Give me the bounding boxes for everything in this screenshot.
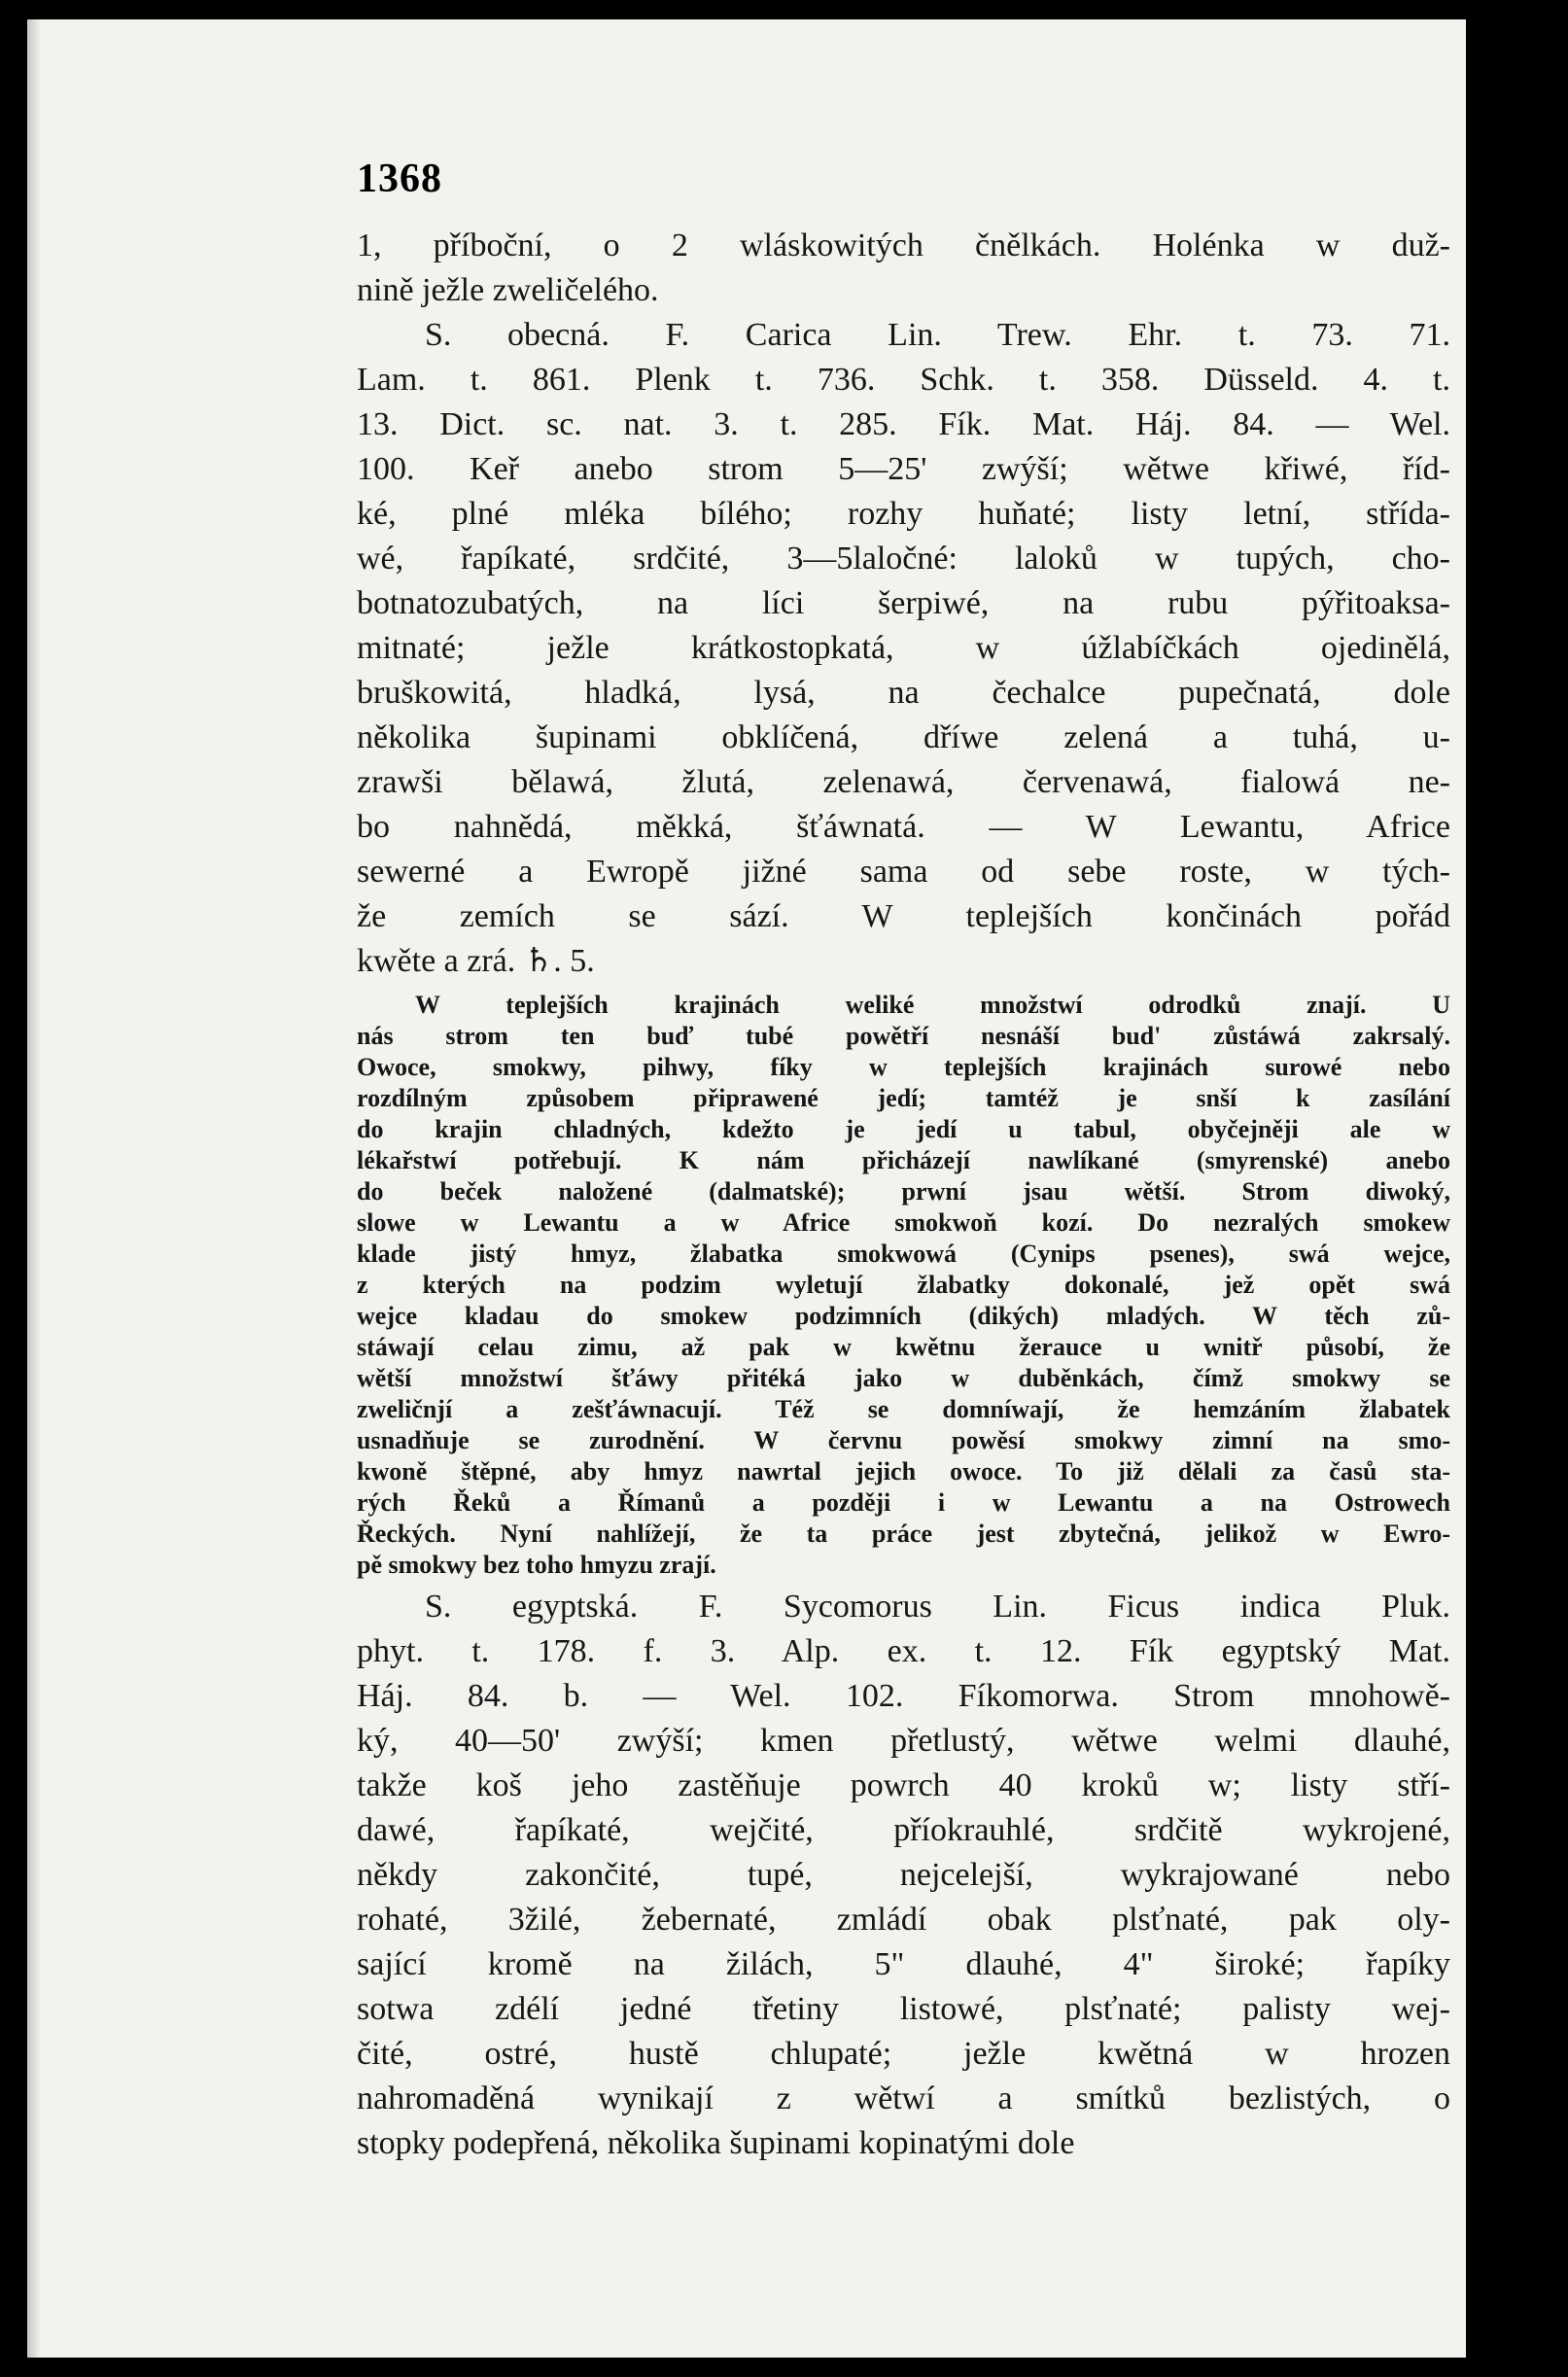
text-line: nině ježle zweličelého. xyxy=(357,272,659,308)
paragraph-1 xyxy=(357,224,1450,313)
text-line: rých Řeků a Římanů a později i w Lewantu a na Ostrowech xyxy=(357,1488,1450,1517)
text-line: takže koš jeho zastěňuje powrch 40 kroků w; listy stří- xyxy=(357,1767,1450,1803)
text-line: do krajin chladných, kdežto je jedí u tabul, obyčejněji ale w xyxy=(357,1115,1450,1143)
paragraph-3 xyxy=(357,1585,1450,2166)
text-line: sající kromě na žilách, 5" dlauhé, 4" široké; řapíky xyxy=(357,1946,1450,1982)
page-edge-shadow xyxy=(27,19,41,2358)
text-line: rozdílným způsobem připrawené jedí; tamtéž je snší k zasílání xyxy=(357,1084,1450,1112)
text-line: zrawši bělawá, žlutá, zelenawá, červenawá, fialowá ne- xyxy=(357,764,1450,800)
text-line: sotwa zdélí jedné třetiny listowé, plsťnaté; palisty wej- xyxy=(357,1991,1450,2027)
text-line: wětší množstwí šťáwy přitéká jako w duběnkách, čímž smokwy se xyxy=(357,1364,1450,1392)
scan-border xyxy=(1466,19,1516,2358)
text-line: phyt. t. 178. f. 3. Alp. ex. t. 12. Fík egyptský Mat. xyxy=(357,1633,1450,1669)
text-line: Řeckých. Nyní nahlížejí, že ta práce jest zbytečná, jelikož w Ewro- xyxy=(357,1520,1450,1548)
text-line: několika šupinami obklíčená, dříwe zelená a tuhá, u- xyxy=(357,719,1450,755)
text-line: bruškowitá, hladká, lysá, na čechalce pupečnatá, dole xyxy=(357,675,1450,711)
text-line: z kterých na podzim wyletují žlabatky dokonalé, jež opět swá xyxy=(357,1271,1450,1299)
text-line: nás strom ten buď tubé powětří nesnáší bud' zůstáwá zakrsalý. xyxy=(357,1022,1450,1050)
text-line: 13. Dict. sc. nat. 3. t. 285. Fík. Mat. Háj. 84. — Wel. xyxy=(357,406,1450,442)
text-line: S. egyptská. F. Sycomorus Lin. Ficus indica Pluk. xyxy=(425,1589,1450,1625)
main-text-2 xyxy=(357,1585,1450,2166)
text-line: Lam. t. 861. Plenk t. 736. Schk. t. 358. Düsseld. 4. t. xyxy=(357,362,1450,398)
text-line: rohaté, 3žilé, žebernaté, zmládí obak plsťnaté, pak oly- xyxy=(357,1902,1450,1938)
book-page xyxy=(27,19,1516,2358)
text-line: wejce kladau do smokew podzimních (dikých) mladých. W těch zů- xyxy=(357,1302,1450,1330)
text-line: wé, řapíkaté, srdčité, 3—5laločné: laloků w tupých, cho- xyxy=(357,541,1450,577)
text-line: zweličnjí a zešťáwnacují. Též se domníwají, že hemzáním žlabatek xyxy=(357,1395,1450,1423)
text-line: stáwají celau zimu, až pak w kwětnu žerauce u wnitř působí, že xyxy=(357,1333,1450,1361)
text-line: botnatozubatých, na líci šerpiwé, na rubu pýřitoaksa- xyxy=(357,585,1450,621)
text-line: sewerné a Ewropě jižné sama od sebe roste, w tých- xyxy=(357,854,1450,890)
text-line: Owoce, smokwy, pihwy, fíky w teplejších krajinách surowé nebo xyxy=(357,1053,1450,1081)
text-line: S. obecná. F. Carica Lin. Trew. Ehr. t. 73. 71. xyxy=(425,317,1450,353)
text-line: dawé, řapíkaté, wejčité, příokrauhlé, srdčitě wykrojené, xyxy=(357,1812,1450,1848)
text-line: usnadňuje se zurodnění. W červnu powěsí smokwy zimní na smo- xyxy=(357,1426,1450,1454)
main-text xyxy=(357,224,1450,984)
text-line: do beček naložené (dalmatské); prwní jsau wětší. Strom diwoký, xyxy=(357,1177,1450,1206)
text-line: kwěte a zrá. ♄. 5. xyxy=(357,943,595,979)
text-line: někdy zakončité, tupé, nejcelejší, wykrajowané nebo xyxy=(357,1857,1450,1893)
text-line: 1, příboční, o 2 wláskowitých čnělkách. Holénka w duž- xyxy=(357,227,1450,263)
text-line: ký, 40—50' zwýší; kmen přetlustý, wětwe welmi dlauhé, xyxy=(357,1723,1450,1759)
text-line: pě smokwy bez toho hmyzu zrají. xyxy=(357,1551,716,1579)
page-number: 1368 xyxy=(357,157,442,201)
text-line: 100. Keř anebo strom 5—25' zwýší; wětwe křiwé, říd- xyxy=(357,451,1450,487)
text-line: bo nahnědá, měkká, šťáwnatá. — W Lewantu, Africe xyxy=(357,809,1450,845)
text-line: nahromaděná wynikají z wětwí a smítků bezlistých, o xyxy=(357,2080,1450,2116)
text-line: kwoně štěpné, aby hmyz nawrtal jejich owoce. To již dělali za časů sta- xyxy=(357,1457,1450,1486)
paragraph-2 xyxy=(357,313,1450,984)
text-line: čité, ostré, hustě chlupaté; ježle kwětná w hrozen xyxy=(357,2036,1450,2072)
text-block xyxy=(357,224,1450,2166)
text-line: W teplejších krajinách weliké množstwí odrodků znají. U xyxy=(415,991,1450,1019)
text-line: ké, plné mléka bílého; rozhy huňaté; listy letní, střída- xyxy=(357,496,1450,532)
text-line: Háj. 84. b. — Wel. 102. Fíkomorwa. Strom mnohowě- xyxy=(357,1678,1450,1714)
footnote xyxy=(357,990,1450,1581)
text-line: mitnaté; ježle krátkostopkatá, w úžlabíčkách ojedinělá, xyxy=(357,630,1450,666)
text-line: stopky podepřená, několika šupinami kopinatými dole xyxy=(357,2125,1075,2161)
text-line: slowe w Lewantu a w Africe smokwoň kozí. Do nezralých smokew xyxy=(357,1208,1450,1237)
text-line: klade jistý hmyz, žlabatka smokwowá (Cynips psenes), swá wejce, xyxy=(357,1240,1450,1268)
text-line: že zemích se sází. W teplejších končinách pořád xyxy=(357,898,1450,934)
text-line: lékařstwí potřebují. K nám přicházejí nawlíkané (smyrenské) anebo xyxy=(357,1146,1450,1174)
